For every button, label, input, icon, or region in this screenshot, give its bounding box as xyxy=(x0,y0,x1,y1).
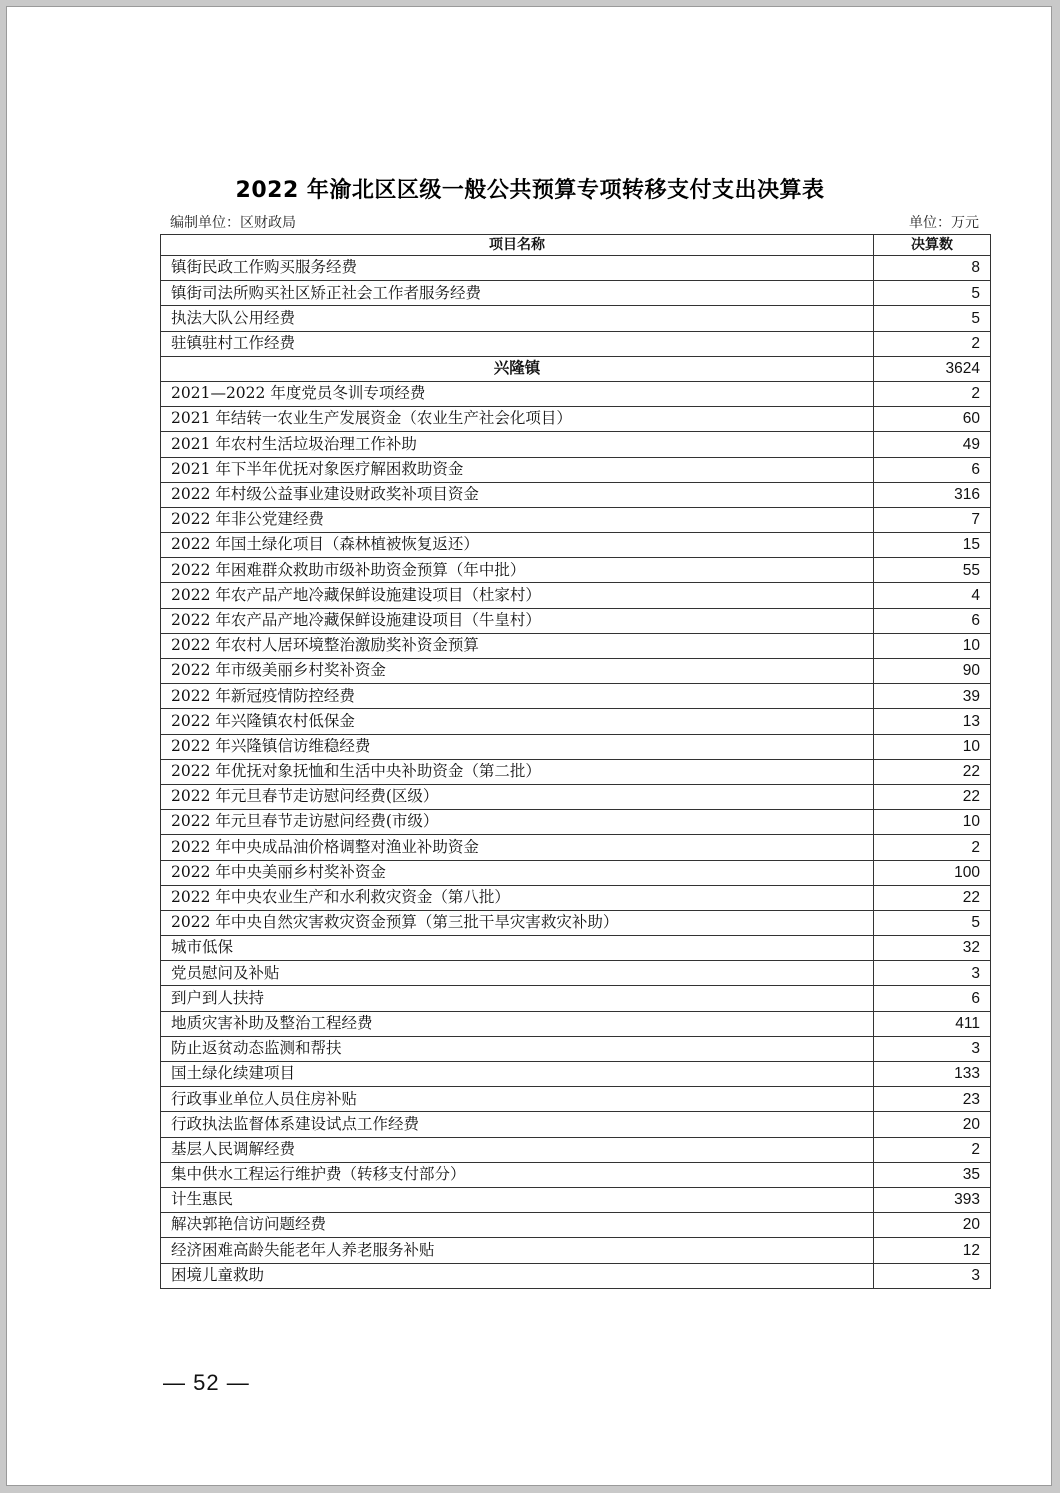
item-name-cell: 2022 年中央农业生产和水利救灾资金（第八批） xyxy=(161,885,874,910)
table-row xyxy=(161,1087,991,1112)
compiler-label: 编制单位：区财政局 xyxy=(170,215,296,231)
item-name-cell: 2022 年兴隆镇信访维稳经费 xyxy=(161,734,874,759)
item-name-cell: 解决郭艳信访问题经费 xyxy=(161,1213,874,1238)
table-row xyxy=(161,709,991,734)
item-name-cell: 2022 年中央自然灾害救灾资金预算（第三批干旱灾害救灾补助） xyxy=(161,910,874,935)
item-amount-cell: 22 xyxy=(874,759,991,784)
item-amount-cell: 2 xyxy=(874,835,991,860)
table-row xyxy=(161,885,991,910)
section-name-cell: 兴隆镇 xyxy=(161,356,874,381)
table-row xyxy=(161,759,991,784)
section-amount-cell: 3624 xyxy=(874,356,991,381)
item-name-cell: 经济困难高龄失能老年人养老服务补贴 xyxy=(161,1238,874,1263)
table-row xyxy=(161,1137,991,1162)
item-amount-cell: 10 xyxy=(874,734,991,759)
page-title: 2022 年渝北区区级一般公共预算专项转移支付支出决算表 xyxy=(235,178,825,203)
item-name-cell: 驻镇驻村工作经费 xyxy=(161,331,874,356)
column-header-amount: 决算数 xyxy=(874,235,991,256)
table-row xyxy=(161,558,991,583)
item-amount-cell: 3 xyxy=(874,1036,991,1061)
table-body xyxy=(161,256,991,1289)
item-amount-cell: 49 xyxy=(874,432,991,457)
table-row xyxy=(161,659,991,684)
table-row xyxy=(161,507,991,532)
item-name-cell: 2022 年村级公益事业建设财政奖补项目资金 xyxy=(161,482,874,507)
table-row xyxy=(161,1187,991,1212)
item-name-cell: 2022 年困难群众救助市级补助资金预算（年中批） xyxy=(161,558,874,583)
table-row xyxy=(161,835,991,860)
item-amount-cell: 90 xyxy=(874,659,991,684)
item-name-cell: 2022 年兴隆镇农村低保金 xyxy=(161,709,874,734)
item-amount-cell: 7 xyxy=(874,507,991,532)
item-amount-cell: 60 xyxy=(874,407,991,432)
item-name-cell: 国土绿化续建项目 xyxy=(161,1062,874,1087)
item-amount-cell: 8 xyxy=(874,256,991,281)
table-row xyxy=(161,1011,991,1036)
item-name-cell: 行政事业单位人员住房补贴 xyxy=(161,1087,874,1112)
item-name-cell: 2022 年农产品产地冷藏保鲜设施建设项目（杜家村） xyxy=(161,583,874,608)
item-amount-cell: 20 xyxy=(874,1112,991,1137)
table-header-row xyxy=(161,235,991,256)
item-name-cell: 2022 年国土绿化项目（森林植被恢复返还） xyxy=(161,533,874,558)
item-amount-cell: 55 xyxy=(874,558,991,583)
table-row xyxy=(161,583,991,608)
item-name-cell: 2022 年元旦春节走访慰问经费(市级） xyxy=(161,810,874,835)
item-amount-cell: 20 xyxy=(874,1213,991,1238)
table-row xyxy=(161,331,991,356)
item-name-cell: 2022 年非公党建经费 xyxy=(161,507,874,532)
item-amount-cell: 5 xyxy=(874,306,991,331)
item-amount-cell: 39 xyxy=(874,684,991,709)
table-row xyxy=(161,684,991,709)
table-row xyxy=(161,633,991,658)
item-amount-cell: 100 xyxy=(874,860,991,885)
item-amount-cell: 22 xyxy=(874,885,991,910)
table-row xyxy=(161,608,991,633)
table-row xyxy=(161,1263,991,1288)
item-amount-cell: 393 xyxy=(874,1187,991,1212)
item-name-cell: 党员慰问及补贴 xyxy=(161,961,874,986)
item-amount-cell: 133 xyxy=(874,1062,991,1087)
item-name-cell: 镇街司法所购买社区矫正社会工作者服务经费 xyxy=(161,281,874,306)
item-name-cell: 执法大队公用经费 xyxy=(161,306,874,331)
item-amount-cell: 10 xyxy=(874,633,991,658)
item-name-cell: 2021 年结转一农业生产发展资金（农业生产社会化项目） xyxy=(161,407,874,432)
item-name-cell: 集中供水工程运行维护费（转移支付部分） xyxy=(161,1162,874,1187)
item-name-cell: 2021 年下半年优抚对象医疗解困救助资金 xyxy=(161,457,874,482)
item-amount-cell: 5 xyxy=(874,281,991,306)
item-name-cell: 困境儿童救助 xyxy=(161,1263,874,1288)
item-amount-cell: 5 xyxy=(874,910,991,935)
item-name-cell: 2022 年中央美丽乡村奖补资金 xyxy=(161,860,874,885)
table-row xyxy=(161,432,991,457)
item-name-cell: 2022 年农产品产地冷藏保鲜设施建设项目（牛皇村） xyxy=(161,608,874,633)
item-amount-cell: 4 xyxy=(874,583,991,608)
item-name-cell: 2021 年农村生活垃圾治理工作补助 xyxy=(161,432,874,457)
item-name-cell: 2022 年中央成品油价格调整对渔业补助资金 xyxy=(161,835,874,860)
item-name-cell: 防止返贫动态监测和帮扶 xyxy=(161,1036,874,1061)
table-row xyxy=(161,810,991,835)
item-name-cell: 2022 年元旦春节走访慰问经费(区级） xyxy=(161,784,874,809)
item-amount-cell: 22 xyxy=(874,784,991,809)
table-row xyxy=(161,1062,991,1087)
item-amount-cell: 35 xyxy=(874,1162,991,1187)
item-amount-cell: 3 xyxy=(874,1263,991,1288)
item-amount-cell: 2 xyxy=(874,1137,991,1162)
item-amount-cell: 32 xyxy=(874,936,991,961)
table-row xyxy=(161,407,991,432)
item-name-cell: 基层人民调解经费 xyxy=(161,1137,874,1162)
item-name-cell: 2022 年新冠疫情防控经费 xyxy=(161,684,874,709)
item-name-cell: 2022 年农村人居环境整治激励奖补资金预算 xyxy=(161,633,874,658)
table-section-row xyxy=(161,356,991,381)
column-header-name: 项目名称 xyxy=(161,235,874,256)
table-row xyxy=(161,533,991,558)
item-amount-cell: 316 xyxy=(874,482,991,507)
table-row xyxy=(161,306,991,331)
unit-label: 单位：万元 xyxy=(909,215,979,231)
table-row xyxy=(161,1213,991,1238)
item-name-cell: 计生惠民 xyxy=(161,1187,874,1212)
item-name-cell: 2021—2022 年度党员冬训专项经费 xyxy=(161,381,874,406)
page-number: — 52 — xyxy=(163,1370,250,1395)
table-row xyxy=(161,256,991,281)
item-name-cell: 镇街民政工作购买服务经费 xyxy=(161,256,874,281)
item-name-cell: 城市低保 xyxy=(161,936,874,961)
item-amount-cell: 6 xyxy=(874,457,991,482)
table-row xyxy=(161,860,991,885)
item-amount-cell: 3 xyxy=(874,961,991,986)
table-row xyxy=(161,784,991,809)
item-amount-cell: 15 xyxy=(874,533,991,558)
table-row xyxy=(161,986,991,1011)
item-name-cell: 2022 年市级美丽乡村奖补资金 xyxy=(161,659,874,684)
item-amount-cell: 13 xyxy=(874,709,991,734)
document-page xyxy=(6,6,1052,1486)
item-amount-cell: 2 xyxy=(874,381,991,406)
item-amount-cell: 23 xyxy=(874,1087,991,1112)
table-row xyxy=(161,1112,991,1137)
table-row xyxy=(161,381,991,406)
item-name-cell: 到户到人扶持 xyxy=(161,986,874,1011)
table-row xyxy=(161,936,991,961)
item-amount-cell: 6 xyxy=(874,608,991,633)
item-amount-cell: 12 xyxy=(874,1238,991,1263)
item-name-cell: 行政执法监督体系建设试点工作经费 xyxy=(161,1112,874,1137)
table-row xyxy=(161,734,991,759)
table-row xyxy=(161,910,991,935)
item-amount-cell: 6 xyxy=(874,986,991,1011)
table-row xyxy=(161,1162,991,1187)
table-row xyxy=(161,457,991,482)
table-row xyxy=(161,1036,991,1061)
table-row xyxy=(161,1238,991,1263)
item-amount-cell: 411 xyxy=(874,1011,991,1036)
item-name-cell: 地质灾害补助及整治工程经费 xyxy=(161,1011,874,1036)
item-amount-cell: 10 xyxy=(874,810,991,835)
table-row xyxy=(161,482,991,507)
table-row xyxy=(161,961,991,986)
item-name-cell: 2022 年优抚对象抚恤和生活中央补助资金（第二批） xyxy=(161,759,874,784)
item-amount-cell: 2 xyxy=(874,331,991,356)
table-row xyxy=(161,281,991,306)
budget-table xyxy=(160,234,991,1289)
